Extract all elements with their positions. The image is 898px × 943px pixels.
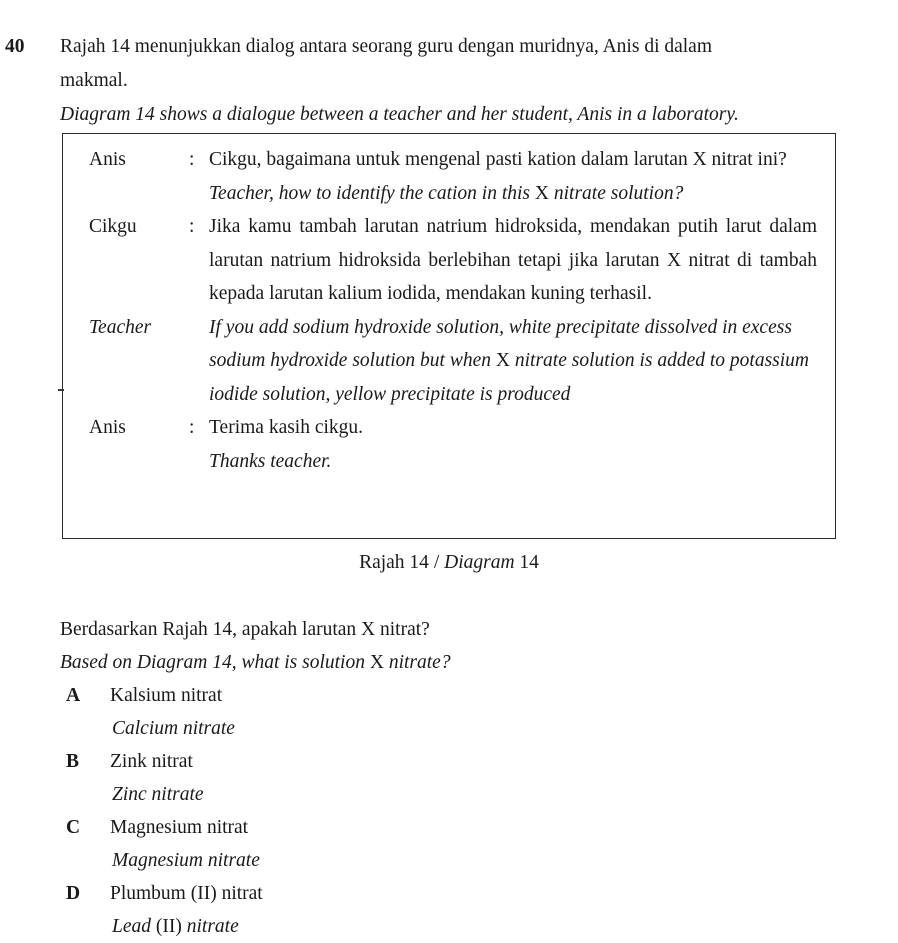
stem-english: [60, 98, 840, 132]
question-stem-row: [0, 30, 898, 132]
question-number: 40: [5, 36, 25, 57]
option-c[interactable]: [0, 811, 898, 877]
dialogue-speaker: Cikgu: [89, 216, 137, 237]
option-english-pre: Zinc nitrate: [112, 784, 204, 805]
option-english-post: nitrate: [181, 916, 239, 937]
option-row[interactable]: [0, 811, 898, 844]
prompt-english-post: nitrate?: [383, 652, 451, 673]
caption-malay: Rajah 14: [359, 552, 429, 573]
caption-english-label: Diagram: [444, 552, 515, 573]
dialogue-malay: Cikgu, bagaimana untuk mengenal pasti kation dalam larutan X nitrat ini?: [209, 149, 787, 170]
dialogue-speaker: Anis: [89, 417, 126, 438]
dialogue-speaker: Teacher: [89, 316, 152, 338]
option-letter: D: [66, 883, 81, 904]
dialogue-english: [209, 445, 817, 479]
option-malay: Magnesium nitrat: [110, 817, 249, 838]
diagram-caption: [0, 548, 898, 578]
dialogue-text: [209, 311, 817, 412]
option-b[interactable]: [0, 745, 898, 811]
dialogue-turn: [89, 411, 817, 478]
dialogue-turn: [89, 210, 817, 311]
prompt-english-upright: X: [369, 652, 384, 673]
option-malay: Plumbum (II) nitrat: [110, 883, 263, 904]
prompt-english: [60, 646, 860, 679]
option-letter: B: [66, 751, 80, 772]
dialogue-english: [209, 177, 817, 211]
dialogue-english-upright: X: [495, 350, 510, 371]
answer-options: [0, 679, 898, 943]
dialogue-content: [63, 134, 835, 484]
dialogue-colon: :: [189, 417, 195, 438]
question-prompt: [60, 613, 860, 679]
dialogue-english-pre: Teacher, how to identify the cation in this: [209, 182, 535, 204]
scan-edge-mark: [58, 389, 64, 391]
option-english-pre: Calcium nitrate: [112, 718, 235, 739]
dialogue-english-post: nitrate solution?: [548, 182, 684, 204]
dialogue-speaker: Anis: [89, 149, 126, 170]
option-d[interactable]: [0, 877, 898, 943]
dialogue-english: [209, 311, 817, 412]
dialogue-turn: [89, 143, 817, 210]
option-row[interactable]: [0, 877, 898, 910]
dialogue-malay: Terima kasih cikgu.: [209, 417, 364, 438]
caption-english-number: 14: [514, 552, 539, 573]
stem-english-lead: Diagram: [60, 104, 131, 125]
prompt-malay: Berdasarkan Rajah 14, apakah larutan X nitrat?: [60, 619, 430, 640]
option-english: [0, 844, 898, 877]
dialogue-english-upright: X: [534, 182, 549, 204]
question-stem: [0, 30, 898, 132]
stem-malay-line-1: Rajah 14 menunjukkan dialog antara seorang guru dengan muridnya, Anis di dalam: [60, 36, 713, 57]
dialogue-text: [209, 210, 817, 311]
option-english: [0, 910, 898, 943]
option-a[interactable]: [0, 679, 898, 745]
prompt-english-pre: Based on Diagram: [60, 652, 208, 673]
option-malay: Kalsium nitrat: [110, 685, 223, 706]
caption-separator: /: [428, 552, 445, 573]
question-stem-body: [60, 30, 898, 132]
option-letter: A: [66, 685, 81, 706]
option-english: [0, 778, 898, 811]
dialogue-colon: :: [189, 149, 195, 170]
dialogue-malay: Jika kamu tambah larutan natrium hidroksida, mendakan putih larut dalam larutan natrium hidroksida berlebihan tetapi jika larutan X nitrat di tambah kepada larutan kalium iodida, mendakan kuning terhasil.: [209, 216, 817, 304]
dialogue-english-pre: Thanks teacher.: [209, 450, 332, 472]
dialogue-english-post: nitrate solution is added to potassium iodide solution, yellow precipitate is produced: [209, 350, 809, 405]
option-english: [0, 712, 898, 745]
option-english-pre: Magnesium nitrate: [112, 850, 260, 871]
prompt-english-mid: 14, what is solution: [207, 652, 370, 673]
dialogue-text: [209, 411, 817, 478]
stem-english-rest: 14 shows a dialogue between a teacher and her student, Anis in a laboratory.: [130, 104, 739, 125]
option-row[interactable]: [0, 679, 898, 712]
dialogue-turn: [89, 311, 817, 412]
stem-malay-line-2: makmal.: [60, 70, 128, 91]
dialogue-text: [209, 143, 817, 210]
dialogue-colon: :: [189, 216, 195, 237]
option-row[interactable]: [0, 745, 898, 778]
dialogue-diagram-box: [62, 133, 836, 539]
option-english-upright: (II): [155, 916, 182, 937]
option-malay: Zink nitrat: [110, 751, 193, 772]
option-letter: C: [66, 817, 81, 838]
dialogue-english-pre: If you add sodium hydroxide solution, white precipitate dissolved in excess sodium hydroxide solution but when: [209, 316, 792, 371]
option-english-pre: Lead: [112, 916, 156, 937]
